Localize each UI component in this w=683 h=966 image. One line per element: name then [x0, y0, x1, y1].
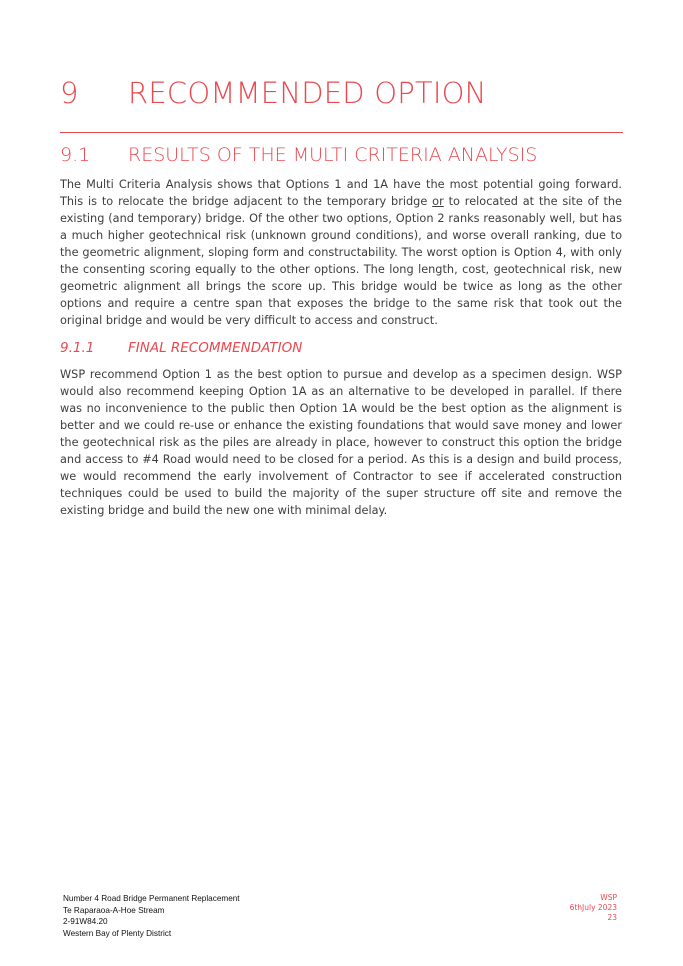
subsection-heading [60, 144, 537, 166]
underlined-word: or [432, 195, 444, 208]
subsection-title: RESULTS OF THE MULTI CRITERIA ANALYSIS [128, 144, 538, 166]
footer-client: Western Bay of Plenty District [63, 928, 172, 938]
sub-subsection-heading [60, 340, 302, 356]
footer-meta [570, 893, 617, 923]
section-number: 9 [60, 76, 79, 110]
sub-subsection-number: 9.1.1 [60, 340, 95, 356]
footer-company: WSP [600, 893, 617, 902]
section-heading [60, 76, 625, 110]
footer-project: Number 4 Road Bridge Permanent Replacement [63, 894, 240, 903]
footer-location: Te Raparaoa-A-Hoe Stream [63, 905, 165, 915]
footer-code: 2-91W84.20 [63, 917, 108, 926]
section-title: RECOMMENDED OPTION [128, 76, 487, 110]
page-number: 23 [607, 913, 617, 922]
heading-divider [60, 132, 623, 133]
subsection-number: 9.1 [60, 144, 91, 166]
analysis-paragraph [60, 176, 622, 329]
footer-project-info [63, 893, 240, 939]
sub-subsection-title: FINAL RECOMMENDATION [128, 340, 303, 356]
footer-date: 6thJuly 2023 [569, 903, 617, 912]
paragraph-text-start: The Multi Criteria Analysis shows that Options 1 and 1A have the most potential going forward. This is to relocate the bridge adjacent to the temporary bridge [60, 178, 622, 208]
paragraph-text-end: to relocated at the site of the existing (and temporary) bridge. Of the other two options, Option 2 ranks reasonably well, but has a much higher geotechnical risk (unknown ground conditions), and worse overall ranking, due to the geometric alignment, sloping form and constructability. The worst option is Option 4, with only the consenting scoring equally to the other options. The long length, cost, geotechnical risk, new geometric alignment all brings the score up. This bridge would be twice as long as the other options and require a centre span that exposes the bridge to the same risk that took out the original bridge and would be very difficult to access and construct. [60, 195, 622, 327]
recommendation-paragraph: WSP recommend Option 1 as the best option to pursue and develop as a specimen design. WSP would also recommend keeping Option 1A as an alternative to be developed in parallel. If there was no inconvenience to the public then Option 1A would be the best option as the alignment is better and we could re-use or enhance the existing foundations that would save money and lower the geotechnical risk as the piles are already in place, however to construct this option the bridge and access to #4 Road would need to be closed for a period. As this is a design and build process, we would recommend the early involvement of Contractor to see if accelerated construction techniques could be used to build the majority of the super structure off site and remove the existing bridge and build the new one with minimal delay. [60, 368, 622, 517]
